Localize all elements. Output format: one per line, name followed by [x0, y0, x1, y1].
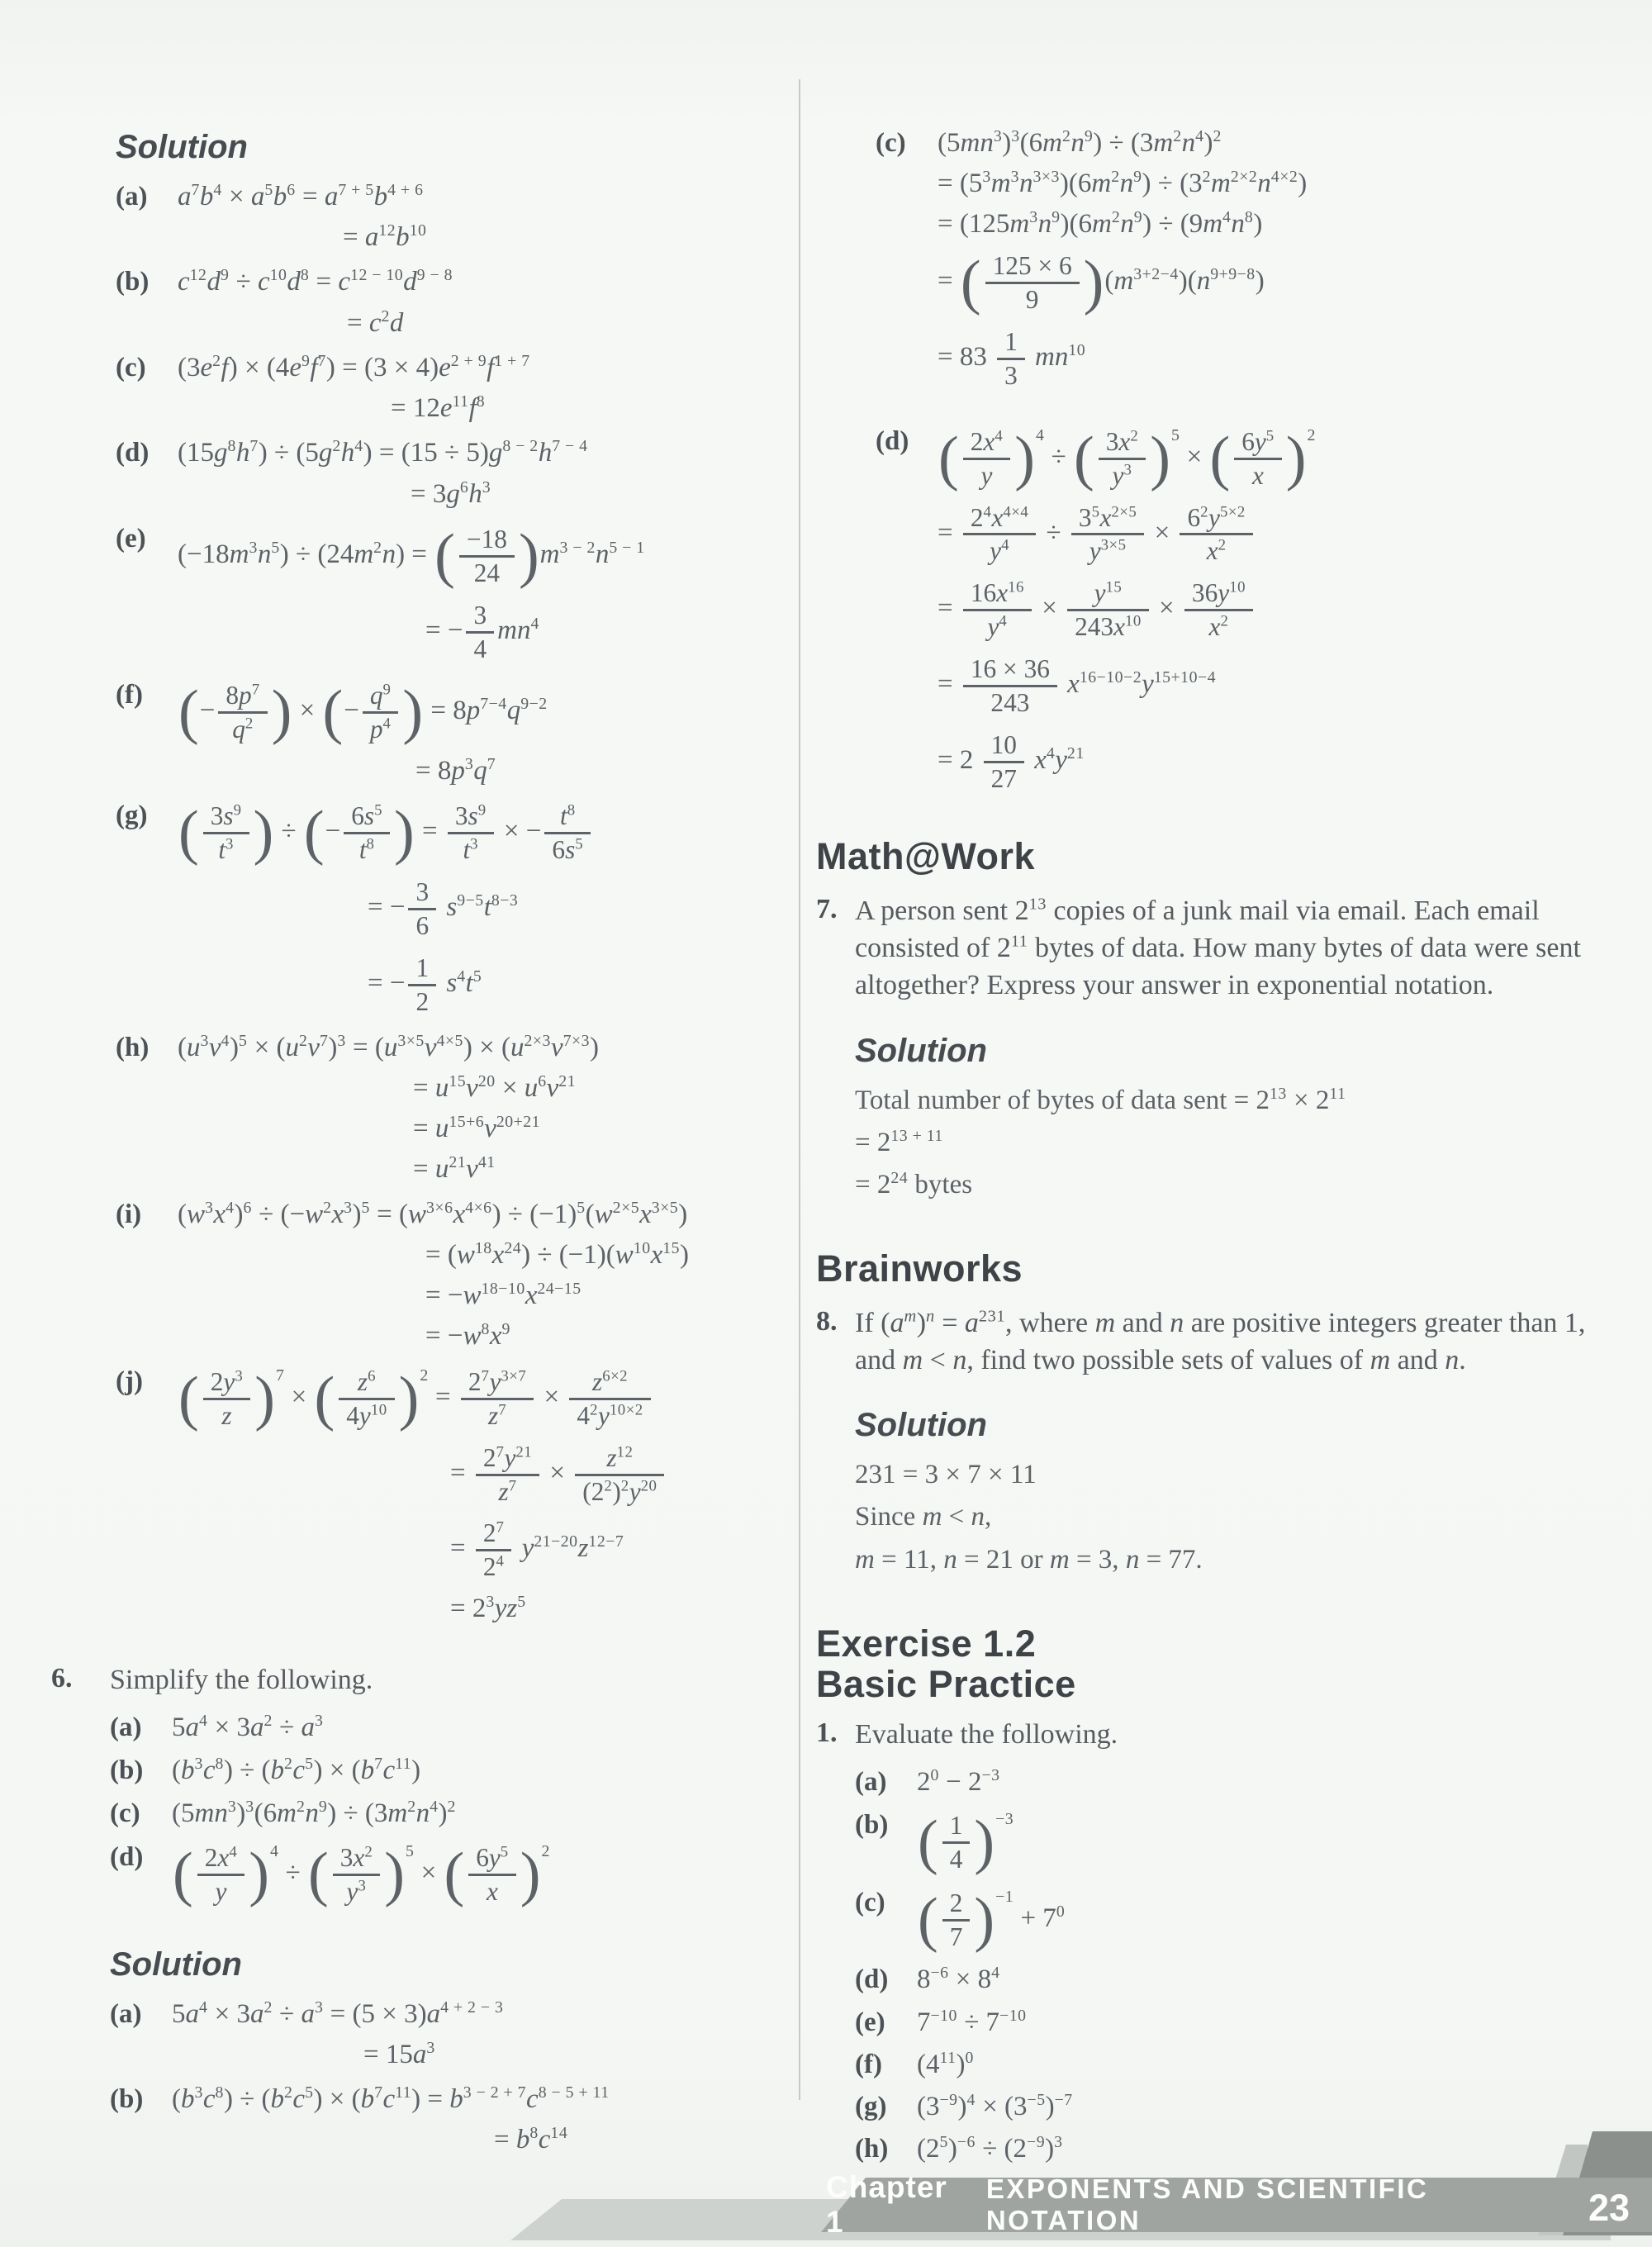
brainworks-heading: Brainworks	[816, 1247, 1023, 1290]
math-line: $(u^3v^4)^5 \times (u^2v^7)^3 = (u^{3\times 5}v^{4\times 5}) \times (u^{2\times 3}v^{7\times 3})$	[178, 1031, 600, 1062]
worked-item	[116, 521, 795, 667]
exercise-subheading: Basic Practice	[816, 1662, 1076, 1705]
solution-lines	[855, 1457, 1626, 1577]
item-label: (a)	[110, 1998, 142, 2029]
item-math	[172, 1710, 795, 1745]
math-line: $(15g^8h^7) \div (5g^2h^4) = (15 \div 5)g^{8 - 2}h^{7 - 4}$	[178, 437, 588, 468]
math-line: ( $\frac{2y^3}{z}$ )$^7$ × ( $\frac{z^6}{4y^{10}}$ )$^2$ = $\frac{2^7y^{3\times 7}}{z^7}$ × $\frac{z^{6\times 2}}{4^2y^{10\times 2}}$	[178, 1364, 795, 1434]
left-column	[51, 129, 795, 2167]
item-label: (c)	[855, 1887, 885, 1917]
item-math	[172, 1997, 795, 2072]
item-label: (f)	[116, 679, 143, 710]
item-math	[178, 677, 795, 788]
math-line: = $15a^3$	[363, 2038, 435, 2069]
math-line: = $(5^3m^3n^{3\times 3})(6m^2n^9) \div (3^2m^{2\times 2}n^{4\times 2})$	[938, 168, 1308, 199]
worked-item	[855, 1808, 1626, 1878]
worked-item	[110, 2082, 795, 2157]
item-label: (d)	[110, 1841, 144, 1872]
item-math	[917, 1808, 1626, 1878]
worked-item	[855, 2131, 1626, 2166]
item-math	[178, 1197, 795, 1354]
item-label: (d)	[855, 1964, 889, 1995]
math-line: $(w^3x^4)^6 \div (-w^2x^3)^5 = (w^{3\times 6}x^{4\times 6}) \div (-1)^5(w^{2\times 5}x^{3\times 5})$	[178, 1198, 688, 1229]
item-label: (h)	[855, 2134, 889, 2164]
math-line: = $c^2d$	[347, 306, 404, 338]
item-label: (c)	[110, 1798, 140, 1829]
math-line: Since m < n,	[855, 1502, 992, 1532]
item-math	[178, 521, 795, 667]
item-label: (b)	[110, 1755, 144, 1786]
math-line: = − $\frac{3}{6}$ $s^{9-5}t^{8-3}$	[368, 876, 519, 940]
item-math	[178, 1030, 795, 1187]
solution-2-block	[110, 1946, 795, 2158]
solution-heading: Solution	[110, 1945, 242, 1983]
math-line: $5a^4 \times 3a^2 \div a^3 = (5 \times 3)a^{4 + 2 - 3}$	[172, 1998, 504, 2029]
worked-item	[855, 1765, 1626, 1799]
math-line: = $(w^{18}x^{24}) \div (-1)(w^{10}x^{15})$	[425, 1238, 690, 1270]
math-line: = 2 $\frac{10}{27}$ $x^4y^{21}$	[938, 730, 1085, 794]
math-line: $2^0 - 2^{-3}$	[917, 1766, 1000, 1798]
math-line: = $12e^{11}f^8$	[391, 392, 486, 424]
right-column	[816, 126, 1626, 2174]
item-math	[917, 2131, 1626, 2166]
math-line: ( $\frac{2}{7}$ )$^{-1} + 7^0$	[918, 1886, 1066, 1954]
item-math	[917, 1765, 1626, 1799]
item-math	[917, 1885, 1626, 1955]
worked-item	[876, 424, 1626, 798]
question-stem: Simplify the following.	[110, 1664, 373, 1695]
mathwork-heading: Math@Work	[816, 835, 1036, 878]
item-label: (j)	[116, 1366, 143, 1396]
solution-heading: Solution	[855, 1407, 987, 1444]
worked-item	[855, 2047, 1626, 2082]
math-line: = $8p^3q^7$	[415, 754, 496, 786]
math-line: $(5mn^3)^3(6m^2n^9) \div (3m^2n^4)^2$	[172, 1798, 456, 1829]
item-math	[178, 179, 795, 254]
solution-heading: Solution	[116, 129, 248, 165]
math-line: $7^{-10} \div 7^{-10}$	[917, 2006, 1027, 2037]
math-line: = $3g^6h^3$	[411, 477, 491, 509]
exercise-items	[855, 1765, 1626, 2166]
math-line: (− $\frac{8p^7}{q^2}$ ) × (− $\frac{q^9}{p^4}$ ) = $8p^{7-4}q^{9-2}$	[178, 678, 548, 747]
item-math	[178, 798, 795, 1020]
item-math	[938, 126, 1626, 394]
worked-item	[116, 179, 795, 254]
footer-chapter-label: Chapter 1	[826, 2170, 947, 2239]
footer-page-number: 23	[1588, 2187, 1631, 2229]
question-number: 6.	[51, 1662, 73, 1694]
math-line: $(-18m^3n^5) \div (24m^2n)$ = ( $\frac{-18}{24}$ )$m^{3 - 2}n^{5 - 1}$	[178, 522, 645, 591]
math-line: = $-w^8x^9$	[425, 1320, 510, 1352]
math-line: ( $\frac{2x^4}{y}$ )$^4$ ÷ ( $\frac{3x^2}{y^3}$ )$^5$ × ( $\frac{6y^5}{x}$ )$^2$	[938, 425, 1316, 493]
question-6	[51, 1661, 795, 2168]
worked-item	[116, 264, 795, 340]
worked-item	[110, 1997, 795, 2072]
solution-lines	[855, 1083, 1626, 1203]
item-label: (h)	[116, 1032, 150, 1062]
item-math	[178, 1364, 795, 1627]
worked-item	[116, 1364, 795, 1627]
item-math	[172, 1753, 795, 1788]
item-label: (g)	[855, 2092, 887, 2122]
math-line: = $\frac{16x^{16}}{y^4}$ × $\frac{y^{15}}{243x^{10}}$ × $\frac{36y^{10}}{x^2}$	[938, 575, 1626, 645]
question-number: 1.	[816, 1717, 838, 1749]
math-line: = $\frac{2^4x^{4\times 4}}{y^4}$ ÷ $\frac{3^5x^{2\times 5}}{y^{3\times 5}}$ × $\frac{6^2y^{5\times 2}}{x^2}$	[938, 500, 1626, 570]
math-line: $(2^5)^{-6} \div (2^{-9})^3$	[917, 2133, 1063, 2164]
math-line: = $-w^{18-10}x^{24-15}$	[425, 1280, 582, 1311]
item-label: (b)	[110, 2083, 144, 2114]
solution-items-continued	[876, 126, 1626, 797]
question-stem: Evaluate the following.	[855, 1719, 1118, 1751]
worked-item	[855, 1885, 1626, 1955]
item-label: (e)	[116, 523, 146, 553]
math-line: = $\frac{2^7y^{21}}{z^7}$ × $\frac{z^{12}}{(2^2)^2y^{20}}$	[450, 1440, 795, 1510]
item-label: (g)	[116, 800, 148, 830]
worked-item	[116, 677, 795, 788]
worked-item	[116, 435, 795, 511]
math-line: $c^{12}d^9 \div c^{10}d^8 = c^{12 - 10}d^{9 - 8}$	[178, 266, 453, 297]
item-label: (c)	[116, 352, 146, 382]
math-line: ( $\frac{2x^4}{y}$ )$^4$ ÷ ( $\frac{3x^2}{y^3}$ )$^5$ × ( $\frac{6y^5}{x}$ )$^2$	[173, 1841, 550, 1909]
item-math	[172, 1796, 795, 1831]
math-line: Total number of bytes of data sent = $2^{13} \times 2^{11}$	[855, 1084, 1346, 1115]
worked-item	[116, 798, 795, 1020]
math-line: = ( $\frac{125 \times 6}{9}$ )$(m^{3+2-4})(n^{9+9-8})$	[938, 249, 1265, 317]
math-line: $5a^4 \times 3a^2 \div a^3$	[172, 1711, 324, 1742]
item-label: (e)	[855, 2007, 885, 2037]
math-line: = − $\frac{1}{2}$ $s^4t^5$	[368, 952, 482, 1016]
worked-item	[876, 126, 1626, 394]
math-line: = $2^{13 + 11}$	[855, 1126, 943, 1157]
mathwork-section	[816, 837, 1626, 1209]
math-line: $(5mn^3)^3(6m^2n^9) \div (3m^2n^4)^2$	[938, 127, 1222, 158]
exercise-section	[816, 1624, 1626, 2174]
math-line: = 83 $\frac{1}{3}$ $mn^{10}$	[938, 326, 1086, 390]
footer-chapter-title: EXPONENTS AND SCIENTIFIC NOTATION	[985, 2173, 1429, 2235]
item-label: (b)	[855, 1809, 889, 1840]
item-math	[178, 264, 795, 340]
worked-item	[855, 2089, 1626, 2124]
item-label: (a)	[855, 1767, 887, 1798]
item-label: (d)	[876, 425, 909, 456]
worked-item	[110, 1840, 795, 1910]
math-line: $8^{-6} \times 8^4$	[917, 1964, 1000, 1995]
math-line: ( $\frac{1}{4}$ )$^{-3}$	[918, 1808, 1014, 1877]
question-number: 7.	[816, 893, 838, 924]
question-text: A person sent $2^{13}$ copies of a junk mail via email. Each email consisted of $2^{11}$ bytes of data. How many bytes of data were sent altogether? Express your answer in exponential notation.	[855, 895, 1581, 1001]
footer-bar-content	[826, 2170, 1553, 2239]
question-text: If $(a^m)^n = a^{231}$, where m and n are positive integers greater than 1, and m < n, find two possible sets of values of m and n.	[855, 1307, 1586, 1376]
question-number: 8.	[816, 1305, 838, 1337]
math-line: $(b^3c^8) \div (b^2c^5) \times (b^7c^{11})$	[172, 1755, 421, 1786]
math-line: m = 11, n = 21 or m = 3, n = 77.	[855, 1544, 1203, 1575]
item-label: (d)	[116, 438, 150, 468]
math-line: $a^7b^4 \times a^5b^6 = a^{7 + 5}b^{4 + 6}$	[178, 181, 424, 211]
item-label: (a)	[110, 1712, 142, 1742]
item-math	[917, 1962, 1626, 1997]
math-line: $(3^{-9})^4 \times (3^{-5})^{-7}$	[917, 2091, 1073, 2122]
worked-item	[855, 2005, 1626, 2040]
worked-item	[116, 1030, 795, 1187]
math-line: $(4^{11})^0$	[917, 2048, 974, 2079]
math-line: = $u^{15+6}v^{20+21}$	[413, 1113, 541, 1144]
column-divider	[799, 79, 800, 2100]
math-line: = $2^{24}$ bytes	[855, 1168, 973, 1200]
item-label: (a)	[116, 182, 148, 211]
math-line: = $u^{21}v^{41}$	[413, 1153, 496, 1185]
item-label: (f)	[855, 2049, 882, 2079]
math-line: = $2^3yz^5$	[450, 1593, 526, 1624]
math-line: $(b^3c^8) \div (b^2c^5) \times (b^7c^{11}) = b^{3 - 2 + 7}c^{8 - 5 + 11}$	[172, 2083, 610, 2114]
item-math	[172, 1840, 795, 1910]
item-math	[917, 2005, 1626, 2040]
worked-item	[110, 1753, 795, 1788]
exercise-heading: Exercise 1.2	[816, 1622, 1037, 1665]
math-line: = $a^{12}b^{10}$	[343, 221, 427, 253]
item-math	[178, 435, 795, 511]
item-math	[178, 350, 795, 425]
math-line: = $\frac{2^7}{2^4}$ $y^{21-20}z^{12-7}$	[450, 1518, 624, 1582]
item-math	[917, 2089, 1626, 2124]
item-math	[172, 2082, 795, 2157]
item-label: (c)	[876, 128, 906, 158]
math-line: = $b^8c^{14}$	[494, 2124, 568, 2155]
math-line: = $u^{15}v^{20} \times u^6v^{21}$	[413, 1071, 577, 1103]
worked-item	[116, 1197, 795, 1354]
math-line: 231 = 3 × 7 × 11	[855, 1460, 1037, 1490]
math-line: = $\frac{16 \times 36}{243}$ $x^{16-10-2}y^{15+10-4}$	[938, 654, 1217, 718]
item-label: (b)	[116, 267, 150, 297]
worked-item	[855, 1962, 1626, 1997]
math-line: $(3e^2f) \times (4e^9f^7) = (3 \times 4)e^{2 + 9}f^{1 + 7}$	[178, 351, 530, 382]
question-6-items	[110, 1710, 795, 1910]
item-math	[938, 424, 1626, 798]
worked-item	[110, 1796, 795, 1831]
brainworks-section	[816, 1249, 1626, 1584]
math-line: ( $\frac{3s^9}{t^3}$ ) ÷ (− $\frac{6s^5}{t^8}$ ) = $\frac{3s^9}{t^3}$ × − $\frac{t^8}{6s^5}$	[178, 798, 795, 868]
item-label: (i)	[116, 1199, 142, 1229]
worked-item	[110, 1710, 795, 1745]
math-line: = − $\frac{3}{4}$ $mn^4$	[425, 600, 539, 663]
worked-item	[116, 350, 795, 425]
solution-items	[116, 179, 795, 1627]
item-math	[917, 2047, 1626, 2082]
solution-heading: Solution	[855, 1032, 987, 1069]
math-line: = $(125m^3n^9)(6m^2n^9) \div (9m^4n^8)$	[938, 208, 1263, 240]
solution-2-items	[110, 1997, 795, 2158]
